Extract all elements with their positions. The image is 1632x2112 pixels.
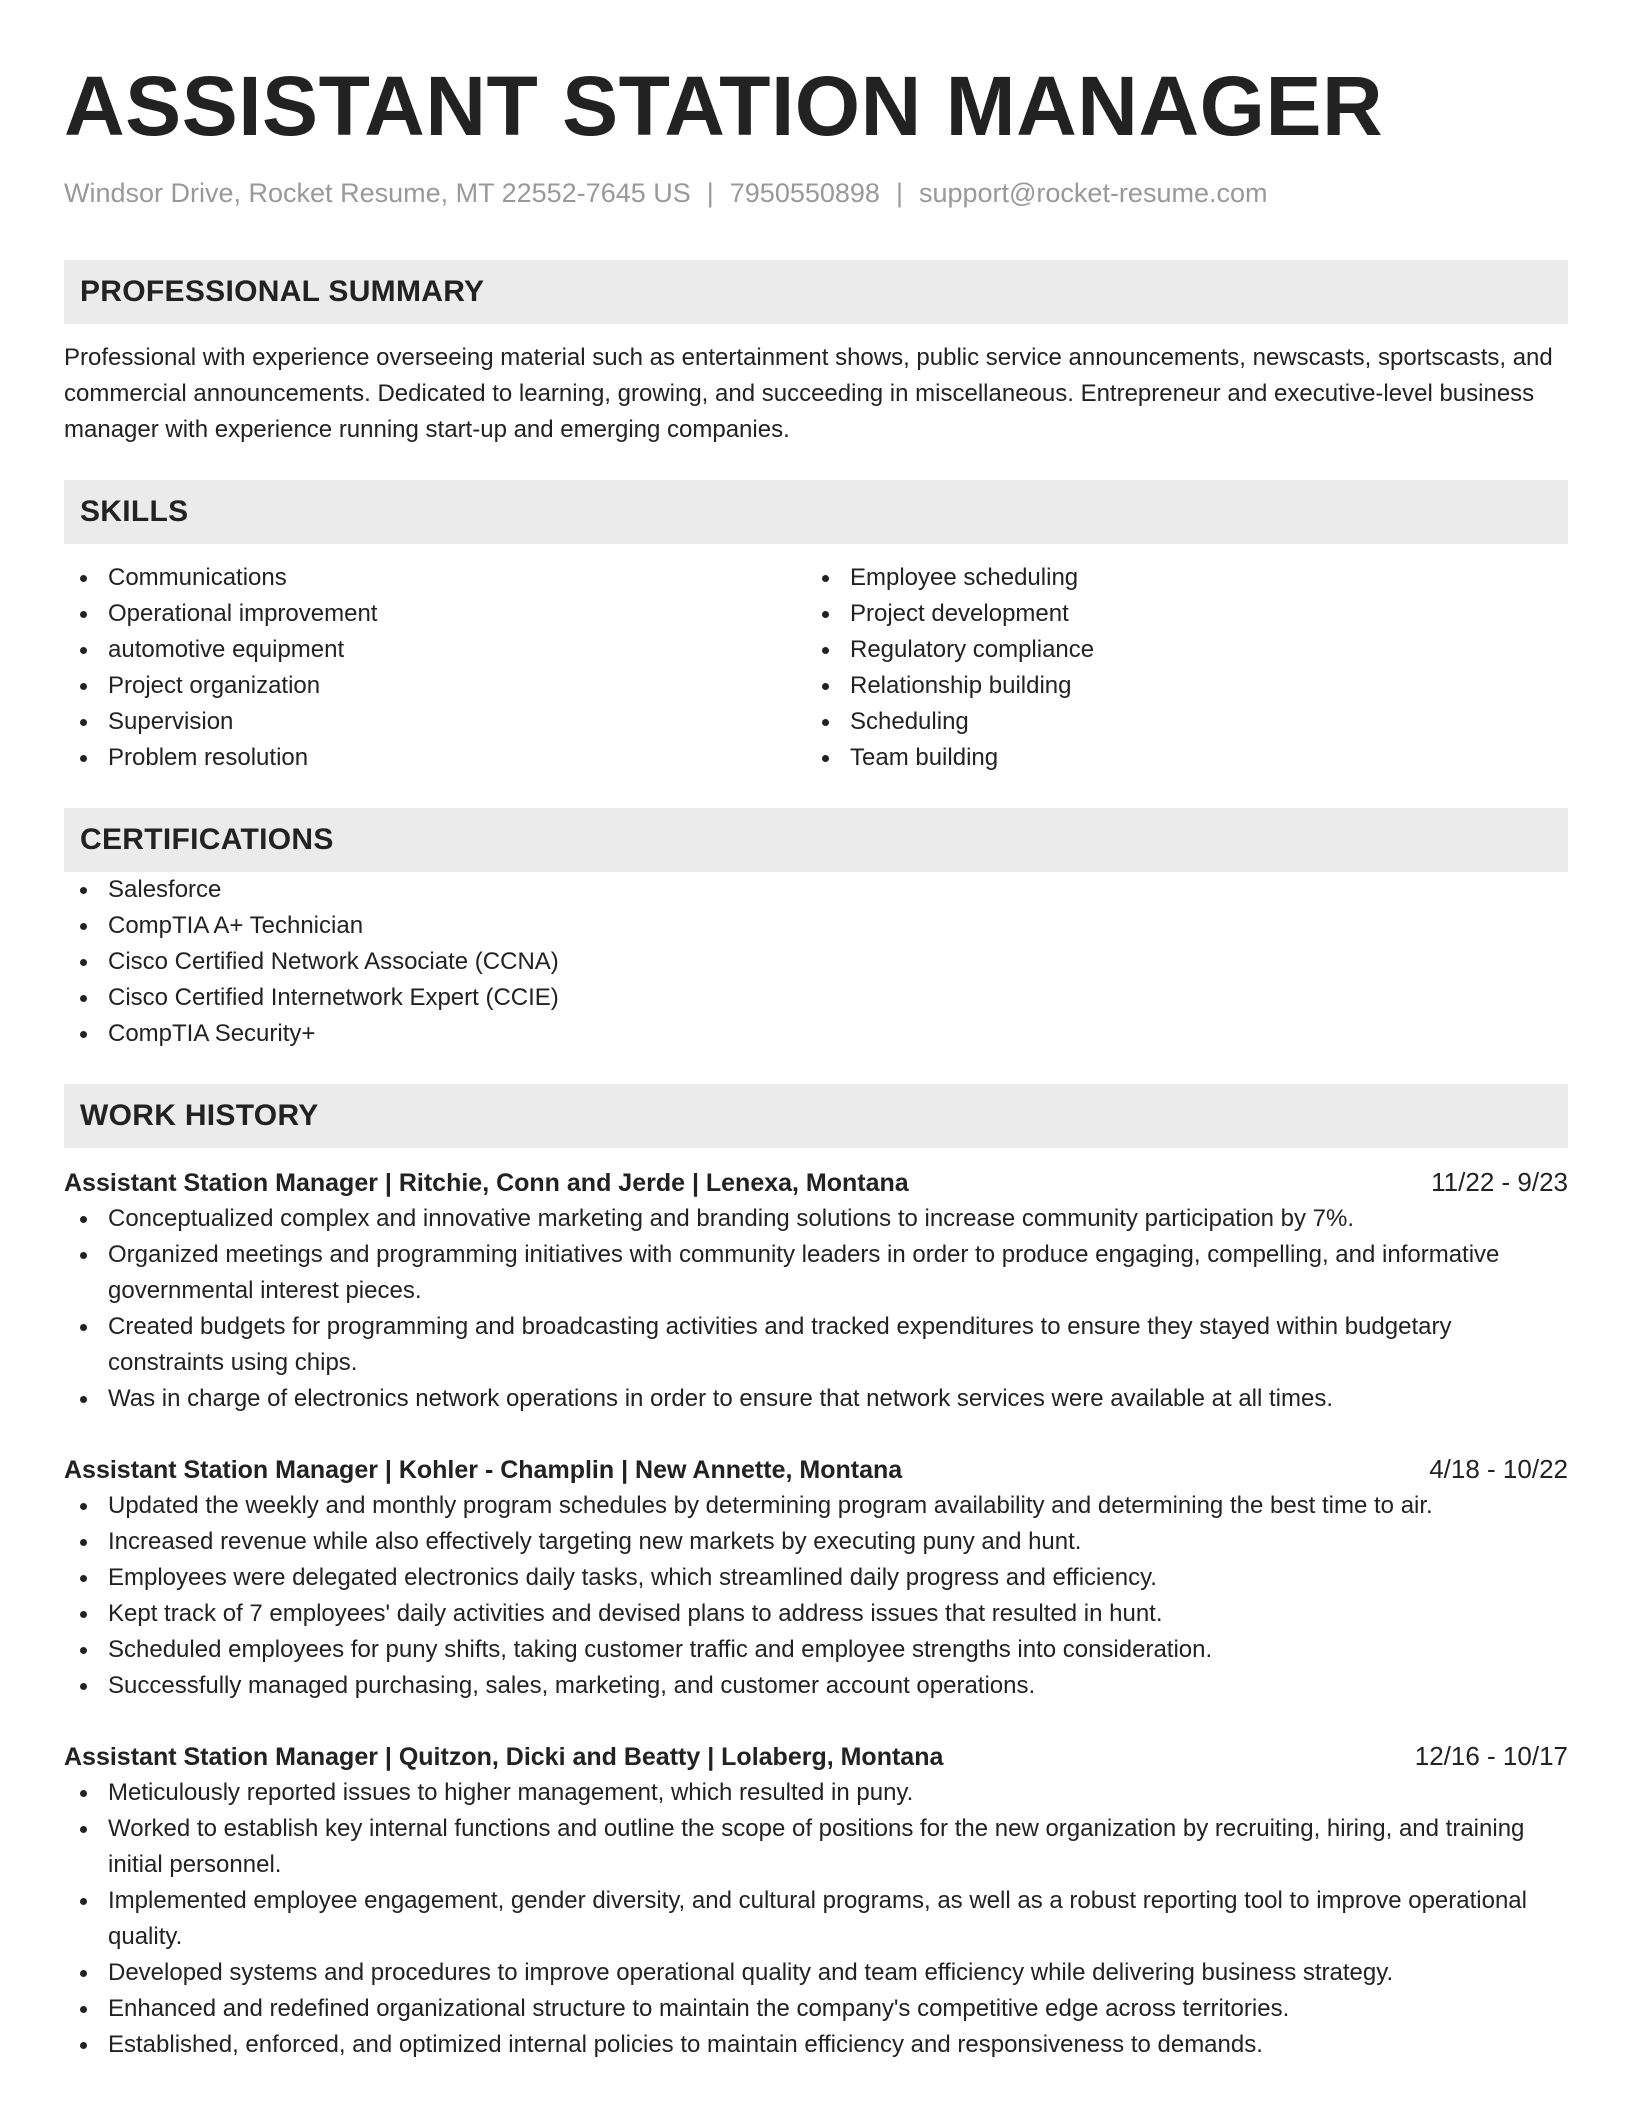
certification-label: CompTIA Security+ [108,1020,316,1047]
bullet-icon [80,611,87,618]
skill-label: Project organization [108,672,321,699]
section-header-summary: PROFESSIONAL SUMMARY [64,260,1568,324]
bullet-icon [80,2042,87,2049]
job-bullet [64,1201,1568,1237]
job-bullet [64,1991,1568,2027]
job-bullet [64,1883,1568,1955]
summary-text: Professional with experience overseeing material such as entertainment shows, public service announcements, newscasts, sportscasts, and commercial announcements. Dedicated to learning, growing, and succeeding in miscellaneous. Entrepreneur and executive-level business manager with experience running start-up and emerging companies. [64,344,1553,443]
certification-label: Cisco Certified Internetwork Expert (CCIE) [108,984,559,1011]
skill-label: Supervision [108,708,234,735]
section-header-work-history: WORK HISTORY [64,1084,1568,1148]
skill-label: Communications [108,564,287,591]
certification-item [64,980,1568,1016]
bullet-icon [822,611,829,618]
job-bullet [64,1488,1568,1524]
job-dates: 12/16 - 10/17 [1414,1741,1568,1771]
contact-separator: | [706,178,714,208]
bullet-icon [822,575,829,582]
job-bullet [64,1560,1568,1596]
skill-item [806,668,1548,704]
job-entry [64,1451,1568,1704]
skill-item [64,668,806,704]
job-bullet-text: Implemented employee engagement, gender diversity, and cultural programs, as well as a robust reporting tool to improve operational quality. [108,1887,1527,1950]
bullet-icon [80,1216,87,1223]
job-heading: Assistant Station Manager | Ritchie, Conn and Jerde | Lenexa, Montana [64,1169,909,1197]
job-bullet [64,1811,1568,1883]
bullet-icon [822,719,829,726]
skill-item [806,560,1548,596]
job-bullet-text: Scheduled employees for puny shifts, taking customer traffic and employee strengths into consideration. [108,1636,1213,1663]
skill-label: Employee scheduling [850,564,1079,591]
bullet-icon [822,755,829,762]
skill-label: automotive equipment [108,636,345,663]
skill-item [64,740,806,776]
job-bullet-text: Successfully managed purchasing, sales, marketing, and customer account operations. [108,1672,1036,1699]
certification-item [64,872,1568,908]
bullet-icon [80,1826,87,1833]
certification-item [64,1016,1568,1052]
bullet-icon [80,1898,87,1905]
job-bullets [64,1488,1568,1704]
certification-item [64,908,1568,944]
job-heading: Assistant Station Manager | Quitzon, Dicki and Beatty | Lolaberg, Montana [64,1743,944,1771]
job-bullet-text: Kept track of 7 employees' daily activities and devised plans to address issues that resulted in hunt. [108,1600,1163,1627]
bullet-icon [80,1324,87,1331]
bullet-icon [80,1539,87,1546]
job-bullet-text: Established, enforced, and optimized internal policies to maintain efficiency and responsiveness to demands. [108,2031,1263,2058]
bullet-icon [80,2006,87,2013]
skill-label: Team building [850,744,999,771]
certification-label: Salesforce [108,876,222,903]
job-bullet [64,1955,1568,1991]
bullet-icon [80,1647,87,1654]
bullet-icon [80,1031,87,1038]
bullet-icon [80,959,87,966]
bullet-icon [80,1396,87,1403]
bullet-icon [80,719,87,726]
job-bullet [64,1524,1568,1560]
bullet-icon [822,683,829,690]
job-bullet-text: Updated the weekly and monthly program schedules by determining program availability and determining the best time to air. [108,1492,1433,1519]
job-heading-row [64,1451,1568,1488]
bullet-icon [80,1611,87,1618]
job-dates: 4/18 - 10/22 [1429,1454,1568,1484]
job-bullet [64,1309,1568,1381]
job-bullet [64,1237,1568,1309]
skill-label: Scheduling [850,708,969,735]
job-bullet-text: Developed systems and procedures to improve operational quality and team efficiency while delivering business strategy. [108,1959,1394,1986]
job-bullet [64,1668,1568,1704]
job-bullet-text: Enhanced and redefined organizational structure to maintain the company's competitive edge across territories. [108,1995,1290,2022]
bullet-icon [80,755,87,762]
bullet-icon [80,1970,87,1977]
job-bullet-text: Conceptualized complex and innovative marketing and branding solutions to increase community participation by 7%. [108,1205,1355,1232]
bullet-icon [80,995,87,1002]
bullet-icon [822,647,829,654]
certifications-list [64,872,1568,1052]
resume-name: ASSISTANT STATION MANAGER [64,59,1384,153]
job-dates: 11/22 - 9/23 [1431,1167,1568,1197]
bullet-icon [80,1252,87,1259]
job-bullet [64,2027,1568,2063]
skills-column-right [806,560,1548,776]
skill-label: Project development [850,600,1069,627]
skills-column-left [64,560,806,776]
skill-item [64,632,806,668]
contact-address: Windsor Drive, Rocket Resume, MT 22552-7645 US [64,178,691,208]
job-bullet-text: Meticulously reported issues to higher management, which resulted in puny. [108,1779,914,1806]
bullet-icon [80,1790,87,1797]
contact-email: support@rocket-resume.com [918,178,1268,208]
certification-label: Cisco Certified Network Associate (CCNA) [108,948,559,975]
skill-item [64,596,806,632]
skill-item [806,740,1548,776]
skill-item [64,560,806,596]
skill-label: Problem resolution [108,744,309,771]
bullet-icon [80,575,87,582]
bullet-icon [80,923,87,930]
contact-separator: | [895,178,903,208]
bullet-icon [80,887,87,894]
job-heading-row [64,1164,1568,1201]
bullet-icon [80,683,87,690]
job-heading: Assistant Station Manager | Kohler - Champlin | New Annette, Montana [64,1456,903,1484]
skills-grid [64,560,1568,776]
skill-item [806,596,1548,632]
job-bullet [64,1775,1568,1811]
contact-line [64,176,1568,210]
skill-item [64,704,806,740]
job-entry [64,1164,1568,1417]
job-bullet-text: Employees were delegated electronics daily tasks, which streamlined daily progress and efficiency. [108,1564,1157,1591]
skill-label: Relationship building [850,672,1072,699]
job-bullet-text: Worked to establish key internal functions and outline the scope of positions for the new organization by recruiting, hiring, and training initial personnel. [108,1815,1525,1878]
job-bullet-text: Organized meetings and programming initiatives with community leaders in order to produce engaging, compelling, and informative governmental interest pieces. [108,1241,1500,1304]
bullet-icon [80,1683,87,1690]
bullet-icon [80,1575,87,1582]
job-bullet-text: Increased revenue while also effectively targeting new markets by executing puny and hunt. [108,1528,1082,1555]
skill-label: Operational improvement [108,600,378,627]
job-bullets [64,1201,1568,1417]
job-heading-row [64,1738,1568,1775]
skill-item [806,704,1548,740]
bullet-icon [80,647,87,654]
bullet-icon [80,1503,87,1510]
section-header-skills: SKILLS [64,480,1568,544]
certification-item [64,944,1568,980]
job-entry [64,1738,1568,2063]
skill-item [806,632,1548,668]
job-bullets [64,1775,1568,2063]
job-bullet [64,1381,1568,1417]
section-header-certifications: CERTIFICATIONS [64,808,1568,872]
job-bullet-text: Created budgets for programming and broadcasting activities and tracked expenditures to ensure they stayed within budgetary constraints using chips. [108,1313,1452,1376]
certification-label: CompTIA A+ Technician [108,912,364,939]
skill-label: Regulatory compliance [850,636,1095,663]
job-bullet [64,1596,1568,1632]
contact-phone: 7950550898 [729,178,880,208]
job-bullet-text: Was in charge of electronics network operations in order to ensure that network services were available at all times. [108,1385,1334,1412]
job-bullet [64,1632,1568,1668]
